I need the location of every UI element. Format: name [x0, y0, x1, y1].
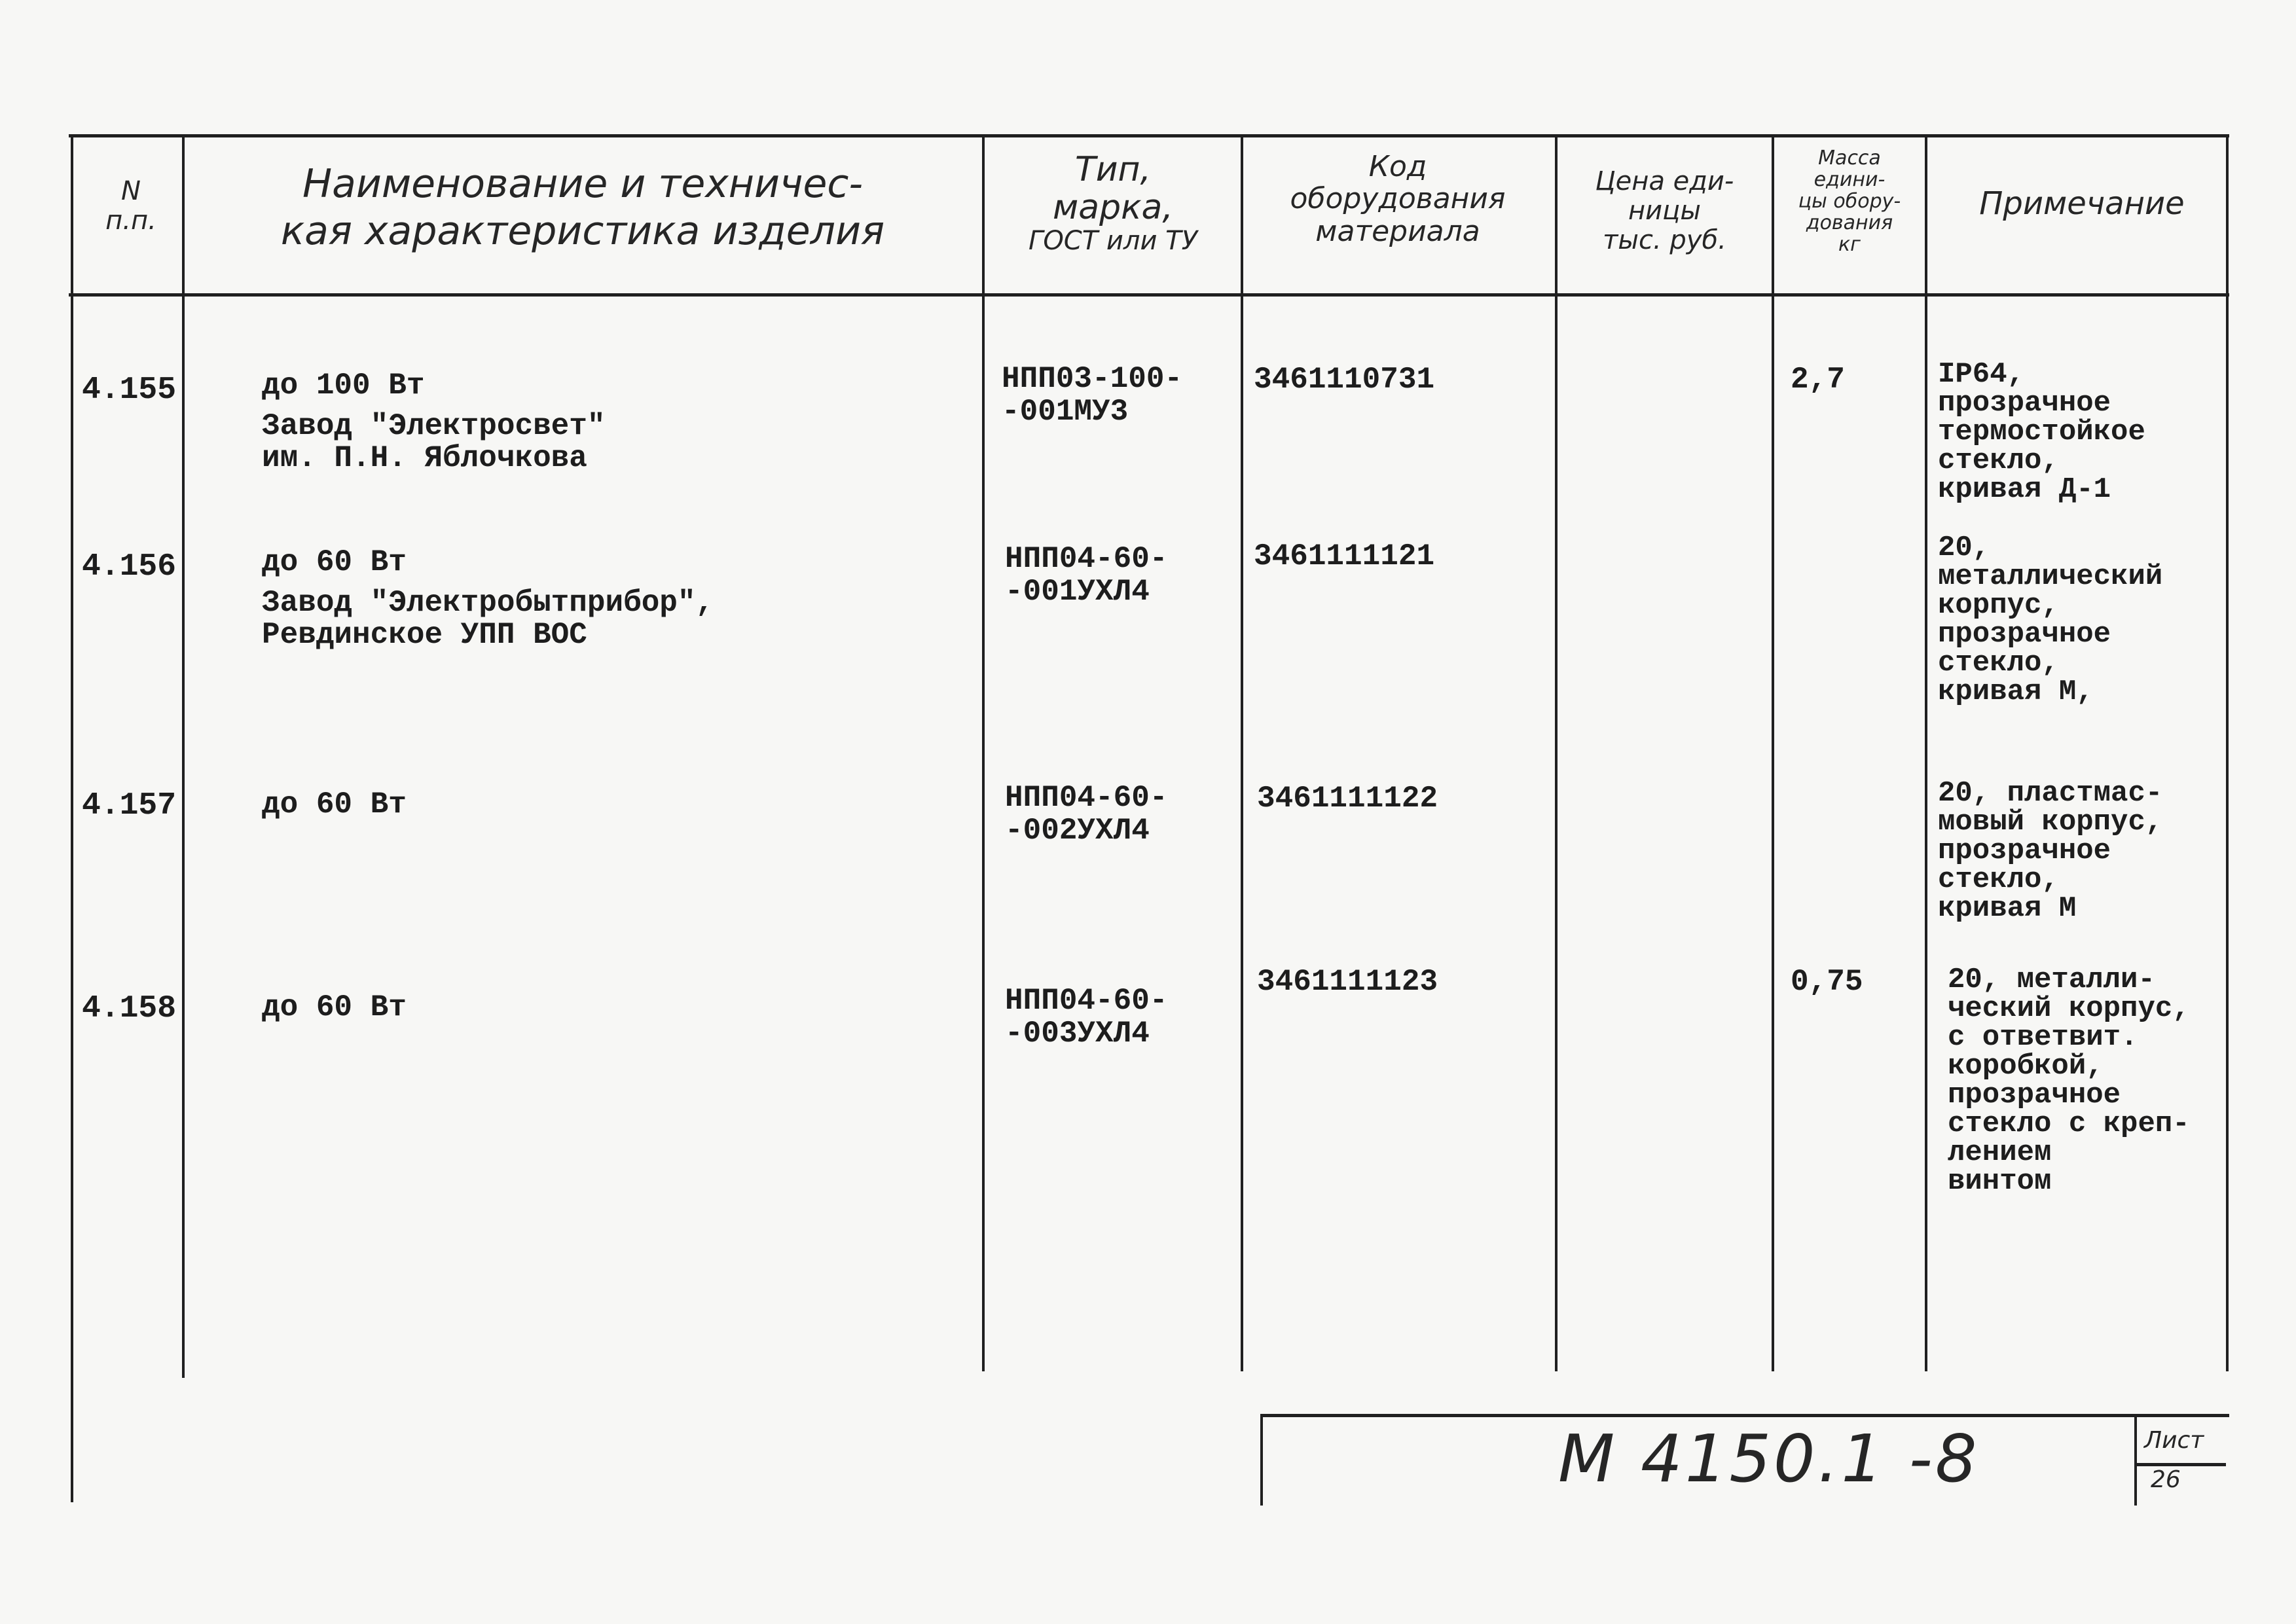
header-mass-line: едини-: [1813, 168, 1886, 191]
row-note-line: мовый корпус,: [1938, 806, 2163, 839]
header-bottom-border: [69, 293, 2229, 297]
header-price-line: тыс. руб.: [1603, 225, 1726, 255]
row-code: 3461111121: [1254, 539, 1435, 573]
row-type-line: НПП04-60-: [1005, 984, 1168, 1018]
row-note-line: стекло,: [1938, 863, 2059, 896]
header-mass-line: кг: [1838, 233, 1861, 256]
row-mass: 2,7: [1791, 363, 1845, 397]
stamp-left-border: [1260, 1414, 1263, 1506]
header-code-line: оборудования: [1290, 182, 1506, 216]
row-note-line: стекло,: [1938, 647, 2059, 679]
row-note-line: металлический: [1938, 560, 2163, 593]
document-code: М 4150.1 -8: [1558, 1420, 1980, 1497]
row-note: [1948, 965, 2190, 1196]
row-note: [1938, 779, 2162, 923]
header-note: Примечание: [1979, 185, 2185, 222]
row-code: 3461110731: [1254, 363, 1435, 397]
row-type-line: НПП04-60-: [1005, 542, 1168, 576]
stamp-top-border: [1260, 1414, 2229, 1417]
row-name: [262, 992, 407, 1024]
row-note-line: 20, пластмас-: [1938, 777, 2163, 810]
header-mass-line: дования: [1806, 211, 1893, 234]
row-name-line: им. П.Н. Яблочкова: [262, 441, 587, 476]
header-number-line: п.п.: [105, 205, 156, 236]
header-number-line: N: [121, 176, 141, 206]
header-code: [1244, 151, 1552, 247]
table-right-border: [2226, 134, 2229, 1371]
row-note: [1938, 360, 2145, 504]
header-code-line: Код: [1368, 150, 1427, 183]
header-mass-line: цы обору-: [1798, 190, 1901, 213]
row-note-line: прозрачное: [1938, 618, 2111, 651]
row-type: [1005, 782, 1167, 847]
row-name-line: Ревдинское УПП ВОС: [262, 618, 587, 653]
row-note-line: стекло с креп-: [1948, 1108, 2190, 1140]
row-mass: 0,75: [1791, 965, 1863, 999]
header-name: [196, 160, 969, 255]
header-mass-line: Масса: [1818, 147, 1881, 170]
row-name-line: до 60 Вт: [262, 990, 407, 1024]
row-note-line: кривая М,: [1938, 676, 2094, 708]
row-name: [262, 370, 606, 475]
header-price: [1561, 167, 1768, 255]
header-price-line: ницы: [1628, 195, 1701, 226]
row-type: [1002, 363, 1182, 428]
row-note-line: прозрачное: [1938, 835, 2111, 867]
row-note-line: корпус,: [1938, 589, 2059, 622]
column-divider-price: [1772, 134, 1774, 1371]
sheet-label: Лист: [2144, 1427, 2204, 1454]
row-name-line: до 100 Вт: [262, 369, 425, 403]
row-name-line: до 60 Вт: [262, 545, 407, 579]
row-name: [262, 547, 714, 652]
header-type-line: ГОСТ или ТУ: [1029, 226, 1197, 257]
row-note: [1938, 533, 2162, 706]
table-left-border: [71, 134, 73, 1502]
row-note-line: кривая М: [1938, 892, 2077, 925]
table-top-border: [69, 134, 2229, 137]
row-number: 4.155: [82, 372, 177, 408]
row-note-line: 20, металли-: [1948, 964, 2155, 996]
header-price-line: Цена еди-: [1595, 166, 1734, 196]
column-divider-mass: [1925, 134, 1927, 1371]
row-code: 3461111123: [1257, 965, 1438, 999]
column-divider-code: [1555, 134, 1558, 1371]
row-name-line: до 60 Вт: [262, 787, 407, 821]
row-type: [1005, 985, 1167, 1050]
row-code: 3461111122: [1257, 782, 1438, 816]
row-number: 4.156: [82, 549, 177, 585]
header-code-line: материала: [1315, 214, 1480, 248]
header-number: [75, 177, 187, 236]
row-note-line: лением: [1948, 1136, 2052, 1169]
row-name: [262, 789, 407, 821]
row-note-line: 20,: [1938, 532, 1990, 564]
header-type-line: Тип,: [1074, 150, 1152, 189]
row-note-line: коробкой,: [1948, 1050, 2104, 1083]
row-note-line: с ответвит.: [1948, 1021, 2138, 1054]
header-name-line: Наименование и техничес-: [302, 161, 863, 207]
row-note-line: ческий корпус,: [1948, 992, 2190, 1025]
row-note-line: прозрачное: [1948, 1079, 2121, 1111]
row-type-line: НПП03-100-: [1002, 362, 1183, 396]
stamp-sheet-divider: [2134, 1414, 2137, 1506]
column-divider-num: [182, 134, 185, 1378]
row-note-line: винтом: [1948, 1165, 2052, 1198]
row-type-line: -002УХЛ4: [1005, 813, 1150, 848]
row-number: 4.157: [82, 788, 177, 823]
row-name-line: Завод "Электросвет": [262, 408, 606, 443]
row-type: [1005, 543, 1167, 608]
row-number: 4.158: [82, 991, 177, 1026]
row-note-line: стекло,: [1938, 444, 2059, 477]
row-note-line: кривая Д-1: [1938, 473, 2111, 506]
row-name-line: Завод "Электробытприбор",: [262, 585, 714, 620]
sheet-number: 26: [2151, 1466, 2181, 1493]
header-mass: [1777, 147, 1922, 255]
row-type-line: -003УХЛ4: [1005, 1016, 1150, 1051]
row-type-line: -001МУ3: [1002, 394, 1129, 429]
header-name-line: кая характеристика изделия: [280, 208, 885, 254]
header-type: [989, 151, 1237, 256]
header-type-line: марка,: [1053, 188, 1173, 228]
row-type-line: НПП04-60-: [1005, 781, 1168, 815]
column-divider-type: [1241, 134, 1243, 1371]
row-note-line: IP64,: [1938, 358, 2025, 391]
row-note-line: термостойкое: [1938, 416, 2145, 448]
column-divider-name: [982, 134, 985, 1371]
row-note-line: прозрачное: [1938, 387, 2111, 420]
row-type-line: -001УХЛ4: [1005, 574, 1150, 609]
